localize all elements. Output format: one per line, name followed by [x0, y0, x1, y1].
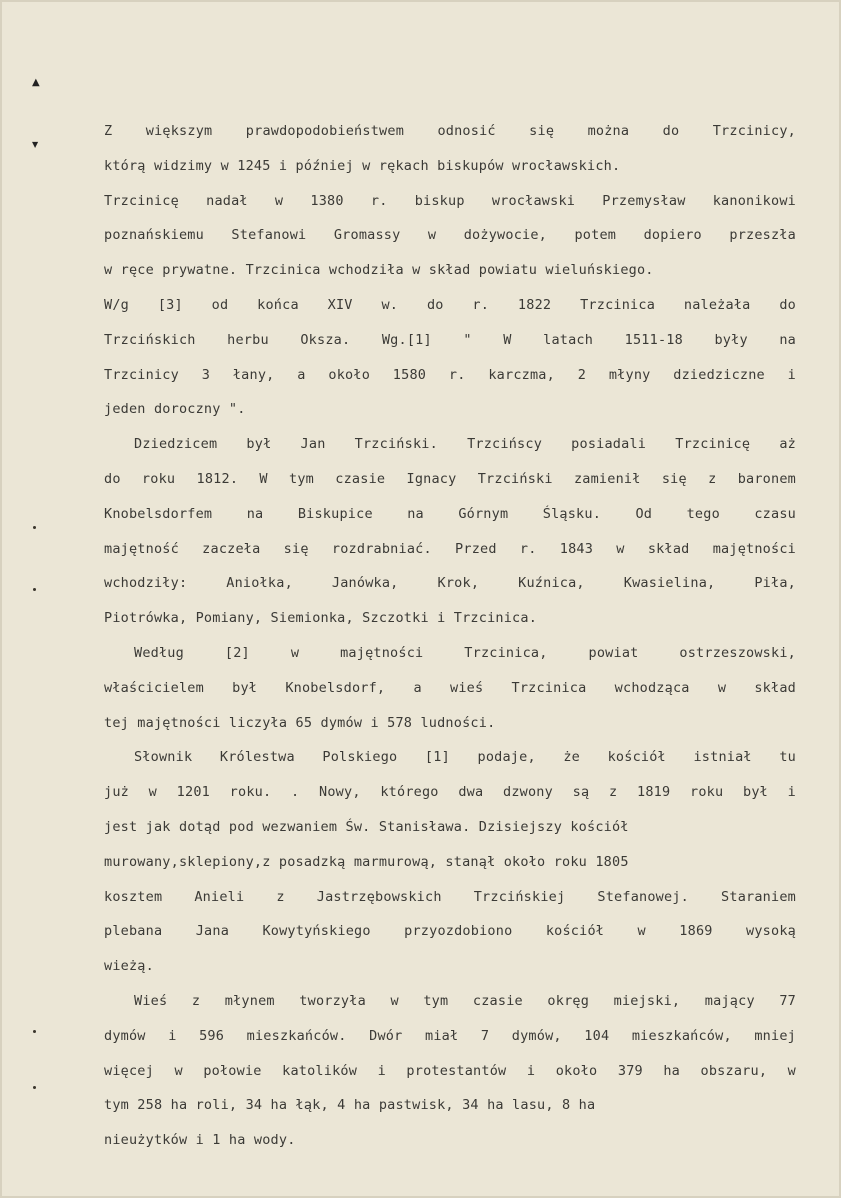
text-line: którą widzimy w 1245 i później w rękach biskupów wrocławskich. — [104, 157, 621, 174]
text-line: tej majętności liczyła 65 dymów i 578 ludności. — [104, 714, 496, 731]
text-line: dymów i 596 mieszkańców. Dwór miał 7 dymów, 104 mieszkańców, mniej — [104, 1027, 796, 1044]
text-line: poznańskiemu Stefanowi Gromassy w dożywocie, potem dopiero przeszła — [104, 227, 796, 244]
text-line: Knobelsdorfem na Biskupice na Górnym Śląsku. Od tego czasu — [104, 505, 796, 522]
text-line: do roku 1812. W tym czasie Ignacy Trzciński zamienił się z baronem — [104, 470, 796, 487]
text-line: Z większym prawdopodobieństwem odnosić się można do Trzcinicy, — [104, 123, 796, 139]
margin-dot — [33, 526, 36, 529]
text-line: Wieś z młynem tworzyła w tym czasie okręg miejski, mający 77 — [134, 992, 796, 1009]
text-line: już w 1201 roku. . Nowy, którego dwa dzwony są z 1819 roku był i — [104, 784, 796, 801]
margin-dot — [33, 1030, 36, 1033]
text-line: Dziedzicem był Jan Trzciński. Trzcińscy posiadali Trzcinicę aż — [134, 436, 796, 453]
margin-mark-top: ▲ — [32, 77, 40, 88]
text-line: Słownik Królestwa Polskiego [1] podaje, że kościół istniał tu — [134, 749, 796, 766]
margin-mark-arrow: ▼ — [32, 140, 39, 149]
text-line: wchodziły: Aniołka, Janówka, Krok, Kuźnica, Kwasielina, Piła, — [104, 575, 796, 592]
document-body — [104, 114, 796, 1158]
text-line: wieżą. — [104, 958, 154, 975]
text-line: w ręce prywatne. Trzcinica wchodziła w skład powiatu wieluńskiego. — [104, 262, 654, 279]
text-line: murowany,sklepiony,z posadzką marmurową, stanął około roku 1805 — [104, 853, 629, 870]
text-line: W/g [3] od końca XIV w. do r. 1822 Trzcinica należała do — [104, 296, 796, 313]
text-line: jest jak dotąd pod wezwaniem Św. Stanisława. Dzisiejszy kościół — [104, 818, 629, 835]
text-line: Trzcińskich herbu Oksza. Wg.[1] " W latach 1511-18 były na — [104, 331, 796, 348]
text-line: tym 258 ha roli, 34 ha łąk, 4 ha pastwisk, 34 ha lasu, 8 ha — [104, 1097, 596, 1114]
text-line: jeden doroczny ". — [104, 401, 246, 418]
text-line: Trzcinicę nadał w 1380 r. biskup wrocławski Przemysław kanonikowi — [104, 192, 796, 209]
margin-dot — [33, 1086, 36, 1089]
text-line: kosztem Anieli z Jastrzębowskich Trzcińskiej Stefanowej. Staraniem — [104, 888, 796, 905]
text-line: właścicielem był Knobelsdorf, a wieś Trzcinica wchodząca w skład — [104, 679, 796, 696]
text-line: więcej w połowie katolików i protestantów i około 379 ha obszaru, w — [104, 1062, 796, 1079]
text-line: Według [2] w majętności Trzcinica, powiat ostrzeszowski, — [134, 644, 796, 661]
text-line: Piotrówka, Pomiany, Siemionka, Szczotki i Trzcinica. — [104, 610, 538, 627]
text-line: Trzcinicy 3 łany, a około 1580 r. karczma, 2 młyny dziedziczne i — [104, 366, 796, 383]
text-line: majętność zaczeła się rozdrabniać. Przed r. 1843 w skład majętności — [104, 540, 796, 557]
text-line: nieużytków i 1 ha wody. — [104, 1132, 296, 1149]
margin-dot — [33, 588, 36, 591]
text-line: plebana Jana Kowytyńskiego przyozdobiono kościół w 1869 wysoką — [104, 923, 796, 940]
